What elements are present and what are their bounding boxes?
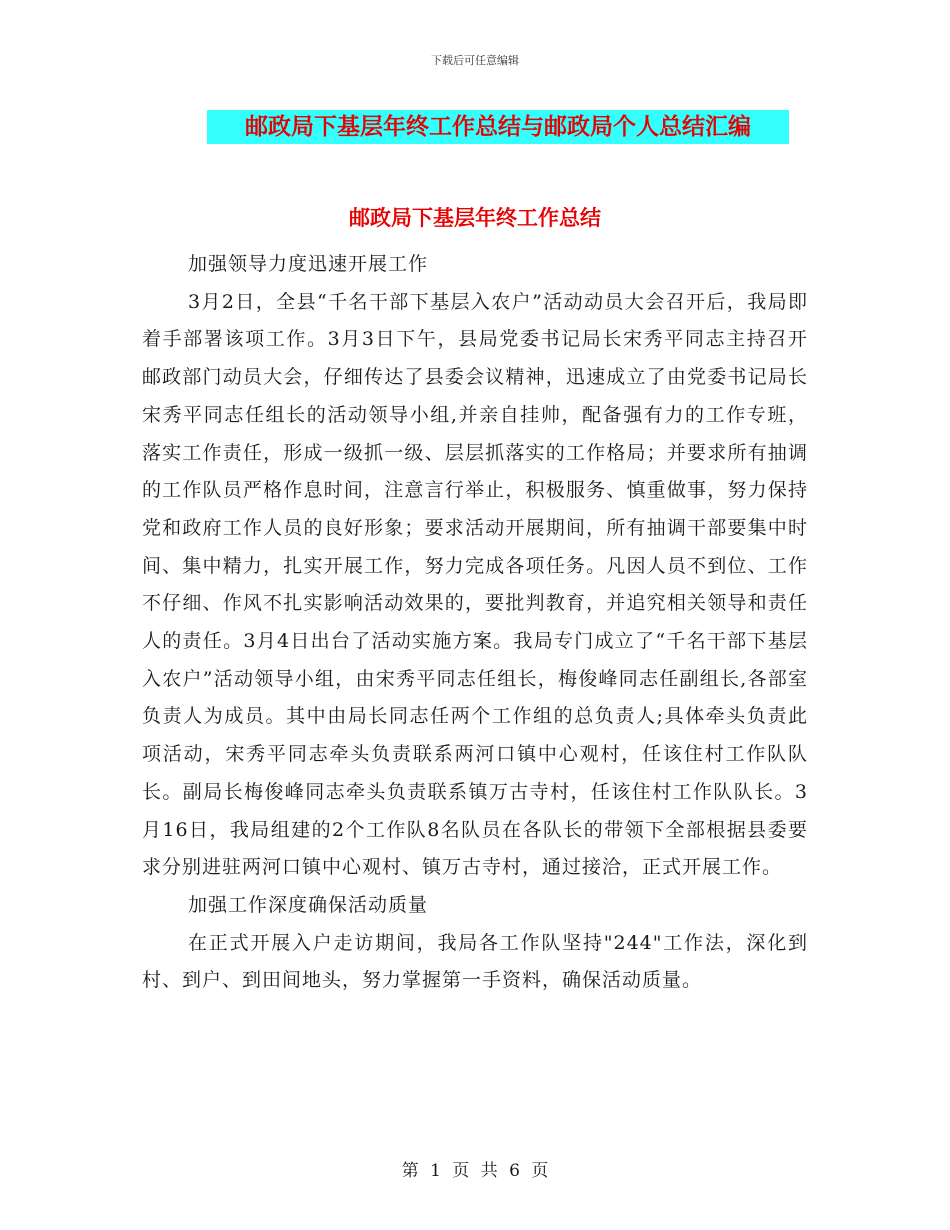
- section-title: 邮政局下基层年终工作总结: [349, 206, 601, 230]
- document-body: [142, 246, 808, 1000]
- paragraph: 在正式开展入户走访期间，我局各工作队坚持"244"工作法，深化到村、到户、到田间地头，努力掌握第一手资料，确保活动质量。: [142, 931, 808, 992]
- document-title: 邮政局下基层年终工作总结与邮政局个人总结汇编: [207, 110, 789, 144]
- paragraph-heading: 加强领导力度迅速开展工作: [188, 253, 429, 275]
- page-number: 第 1 页 共 6 页: [401, 1161, 549, 1181]
- paragraph-heading: 加强工作深度确保活动质量: [188, 893, 429, 916]
- paragraph: 3月2日，全县“千名干部下基层入农户”活动动员大会召开后，我局即着手部署该项工作。3月3日下午，县局党委书记局长宋秀平同志主持召开邮政部门动员大会，仔细传达了县委会议精神，迅速成立了由党委书记局长宋秀平同志任组长的活动领导小组,并亲自挂帅，配备强有力的工作专班，落实工作责任，形成一级抓一级、层层抓落实的工作格局；并要求所有抽调的工作队员严格作息时间，注意言行举止，积极服务、慎重做事，努力保持党和政府工作人员的良好形象；要求活动开展期间，所有抽调干部要集中时间、集中精力，扎实开展工作，努力完成各项任务。凡因人员不到位、工作不仔细、作风不扎实影响活动效果的，要批判教育，并追究相关领导和责任人的责任。3月4日出台了活动实施方案。我局专门成立了“千名干部下基层入农户”活动领导小组，由宋秀平同志任组长，梅俊峰同志任副组长,各部室负责人为成员。其中由局长同志任两个工作组的总负责人;具体牵头负责此项活动，宋秀平同志牵头负责联系两河口镇中心观村，任该住村工作队队长。副局长梅俊峰同志牵头负责联系镇万古寺村，任该住村工作队队长。3月16日，我局组建的2个工作队8名队员在各队长的带领下全部根据县委要求分别进驻两河口镇中心观村、镇万古寺村，通过接洽，正式开展工作。: [142, 290, 808, 879]
- header-note: 下载后可任意编辑: [431, 54, 519, 67]
